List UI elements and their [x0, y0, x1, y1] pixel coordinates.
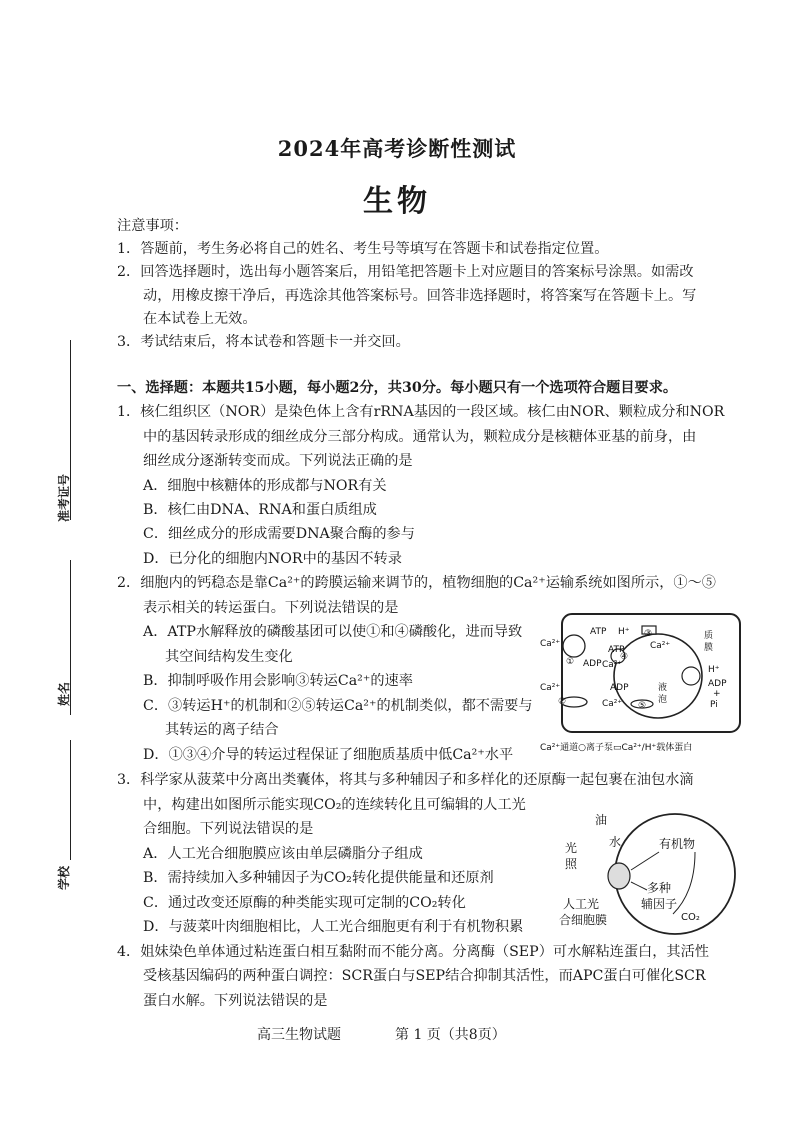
fig-label: Pi — [710, 700, 718, 710]
name-label: 姓名 — [57, 681, 71, 706]
fig-label: 光 — [565, 841, 578, 855]
notice-heading: 注意事项： — [117, 218, 188, 234]
q3-stem: 中，构建出如图所示能实现CO₂的连续转化且可编辑的人工光 — [143, 797, 526, 813]
fig-label: H⁺ — [618, 627, 630, 637]
h-pump — [682, 667, 700, 685]
q4-stem: 蛋白水解。下列说法错误的是 — [143, 993, 328, 1009]
school-label: 学校 — [57, 865, 71, 890]
fig-label: H⁺ — [708, 665, 720, 675]
calcium-transport-diagram — [538, 612, 770, 757]
notice-line: 在本试卷上无效。 — [143, 311, 257, 327]
fig-label: 人工光 — [563, 897, 600, 911]
fig-label: Ca²⁺ — [650, 641, 671, 651]
artificial-cell-diagram — [555, 812, 745, 937]
q3-stem: 3．科学家从菠菜中分离出类囊体，将其与多种辅因子和多样化的还原酶一起包裹在油包水滴 — [117, 772, 694, 788]
q2-option-b: B．抑制呼吸作用会影响③转运Ca²⁺的速率 — [143, 673, 413, 689]
q3-option-b: B．需持续加入多种辅因子为CO₂转化提供能量和还原剂 — [143, 870, 494, 886]
notice-line: 1．答题前，考生务必将自己的姓名、考生号等填写在答题卡和试卷指定位置。 — [117, 241, 609, 257]
fig-label: Ca²⁺ — [602, 660, 623, 670]
fig-label: ADP — [583, 659, 602, 669]
q1-stem: 1．核仁组织区（NOR）是染色体上含有rRNA基因的一段区域。核仁由NOR、颗粒成分和NOR — [117, 404, 725, 420]
fig-label: 液 — [658, 683, 668, 693]
fig-label: ADP — [610, 683, 629, 693]
q2-option-c: C．③转运H⁺的机制和②⑤转运Ca²⁺的机制类似，都不需要与 — [143, 698, 533, 714]
fig-label: 合细胞膜 — [559, 913, 608, 927]
school-line — [70, 740, 71, 860]
q2-stem: 2．细胞内的钙稳态是靠Ca²⁺的跨膜运输来调节的，植物细胞的Ca²⁺运输系统如图所示，①～⑤ — [117, 575, 716, 591]
fig-label: 油 — [595, 813, 608, 827]
fig-label: Ca²⁺ — [602, 699, 623, 709]
q1-stem: 细丝成分逐渐转变而成。下列说法正确的是 — [143, 453, 413, 469]
q1-option-b: B．核仁由DNA、RNA和蛋白质组成 — [143, 502, 377, 518]
fig-label: 膜 — [704, 643, 714, 653]
q4-stem: 4．姐妹染色单体通过粘连蛋白相互黏附而不能分离。分离酶（SEP）可水解粘连蛋白，其活性 — [117, 944, 709, 960]
fig-label: ADP — [708, 679, 727, 689]
fig-label: 有机物 — [659, 837, 696, 851]
fig-label: CO₂ — [681, 912, 700, 923]
footer-name: 高三生物试题 — [257, 1027, 341, 1043]
footer-page: 第 1 页（共8页） — [395, 1027, 506, 1043]
q3-option-d: D．与菠菜叶肉细胞相比，人工光合细胞更有利于有机物积累 — [143, 919, 524, 935]
arrow — [631, 882, 647, 890]
q1-option-a: A．细胞中核糖体的形成都与NOR有关 — [143, 478, 387, 494]
q3-stem: 合细胞。下列说法错误的是 — [143, 821, 314, 837]
q1-option-c: C．细丝成分的形成需要DNA聚合酶的参与 — [143, 526, 415, 542]
fig-label: Ca²⁺ — [540, 639, 561, 649]
notice-line: 3．考试结束后，将本试卷和答题卡一并交回。 — [117, 334, 410, 350]
subject-title: 生物 — [363, 184, 431, 219]
fig-label: 辅因子 — [641, 897, 678, 911]
q3-option-a: A．人工光合细胞膜应该由单层磷脂分子组成 — [143, 846, 423, 862]
section-heading: 一、选择题：本题共15小题，每小题2分，共30分。每小题只有一个选项符合题目要求。 — [117, 380, 678, 396]
fig-label: ATP — [590, 627, 607, 637]
q1-stem: 中的基因转录形成的细丝成分三部分构成。通常认为，颗粒成分是核糖体亚基的前身，由 — [143, 429, 697, 445]
fig-label: 照 — [565, 857, 578, 871]
fig-label: ⑤ — [638, 701, 647, 711]
page-title: 2024年高考诊断性测试 — [277, 136, 517, 161]
fig-label: 质 — [704, 631, 714, 641]
cell-membrane — [615, 814, 735, 934]
fig-label: ② — [558, 697, 567, 707]
exam-no-label: 准考证号 — [57, 473, 71, 522]
q2-option-c-cont: 其转运的离子结合 — [165, 722, 279, 738]
q3-option-c: C．通过改变还原酶的种类能实现可定制的CO₂转化 — [143, 895, 466, 911]
fig-label: 水 — [609, 835, 622, 849]
notice-line: 2．回答选择题时，选出每小题答案后，用铅笔把答题卡上对应题目的答案标号涂黑。如需改 — [117, 264, 694, 280]
fig-label: ATP — [608, 645, 625, 655]
fig-legend: Ca²⁺通道○离子泵▭Ca²⁺/H⁺载体蛋白 — [540, 743, 693, 753]
q2-option-a: A．ATP水解释放的磷酸基团可以使①和④磷酸化，进而导致 — [143, 624, 523, 640]
fig-label: Ca²⁺ — [540, 683, 561, 693]
thylakoid — [608, 863, 630, 889]
q2-option-d: D．①③④介导的转运过程保证了细胞质基质中低Ca²⁺水平 — [143, 747, 514, 763]
q1-option-d: D．已分化的细胞内NOR中的基因不转录 — [143, 551, 402, 567]
fig-label: + — [713, 689, 721, 699]
q2-option-a-cont: 其空间结构发生变化 — [165, 649, 293, 665]
fig-label: ① — [566, 657, 575, 667]
q4-stem: 受核基因编码的两种蛋白调控：SCR蛋白与SEP结合抑制其活性，而APC蛋白可催化SCR — [143, 968, 706, 984]
notice-line: 动，用橡皮擦干净后，再选涂其他答案标号。回答非选择题时，将答案写在答题卡上。写 — [143, 288, 697, 304]
fig-label: 泡 — [658, 695, 668, 705]
fig-label: 多种 — [647, 881, 672, 895]
arrow — [631, 852, 659, 870]
fig-label: ④ — [620, 652, 629, 662]
pump-1 — [563, 635, 585, 657]
fig-label: ③ — [644, 629, 653, 639]
q2-stem: 表示相关的转运蛋白。下列说法错误的是 — [143, 600, 399, 616]
